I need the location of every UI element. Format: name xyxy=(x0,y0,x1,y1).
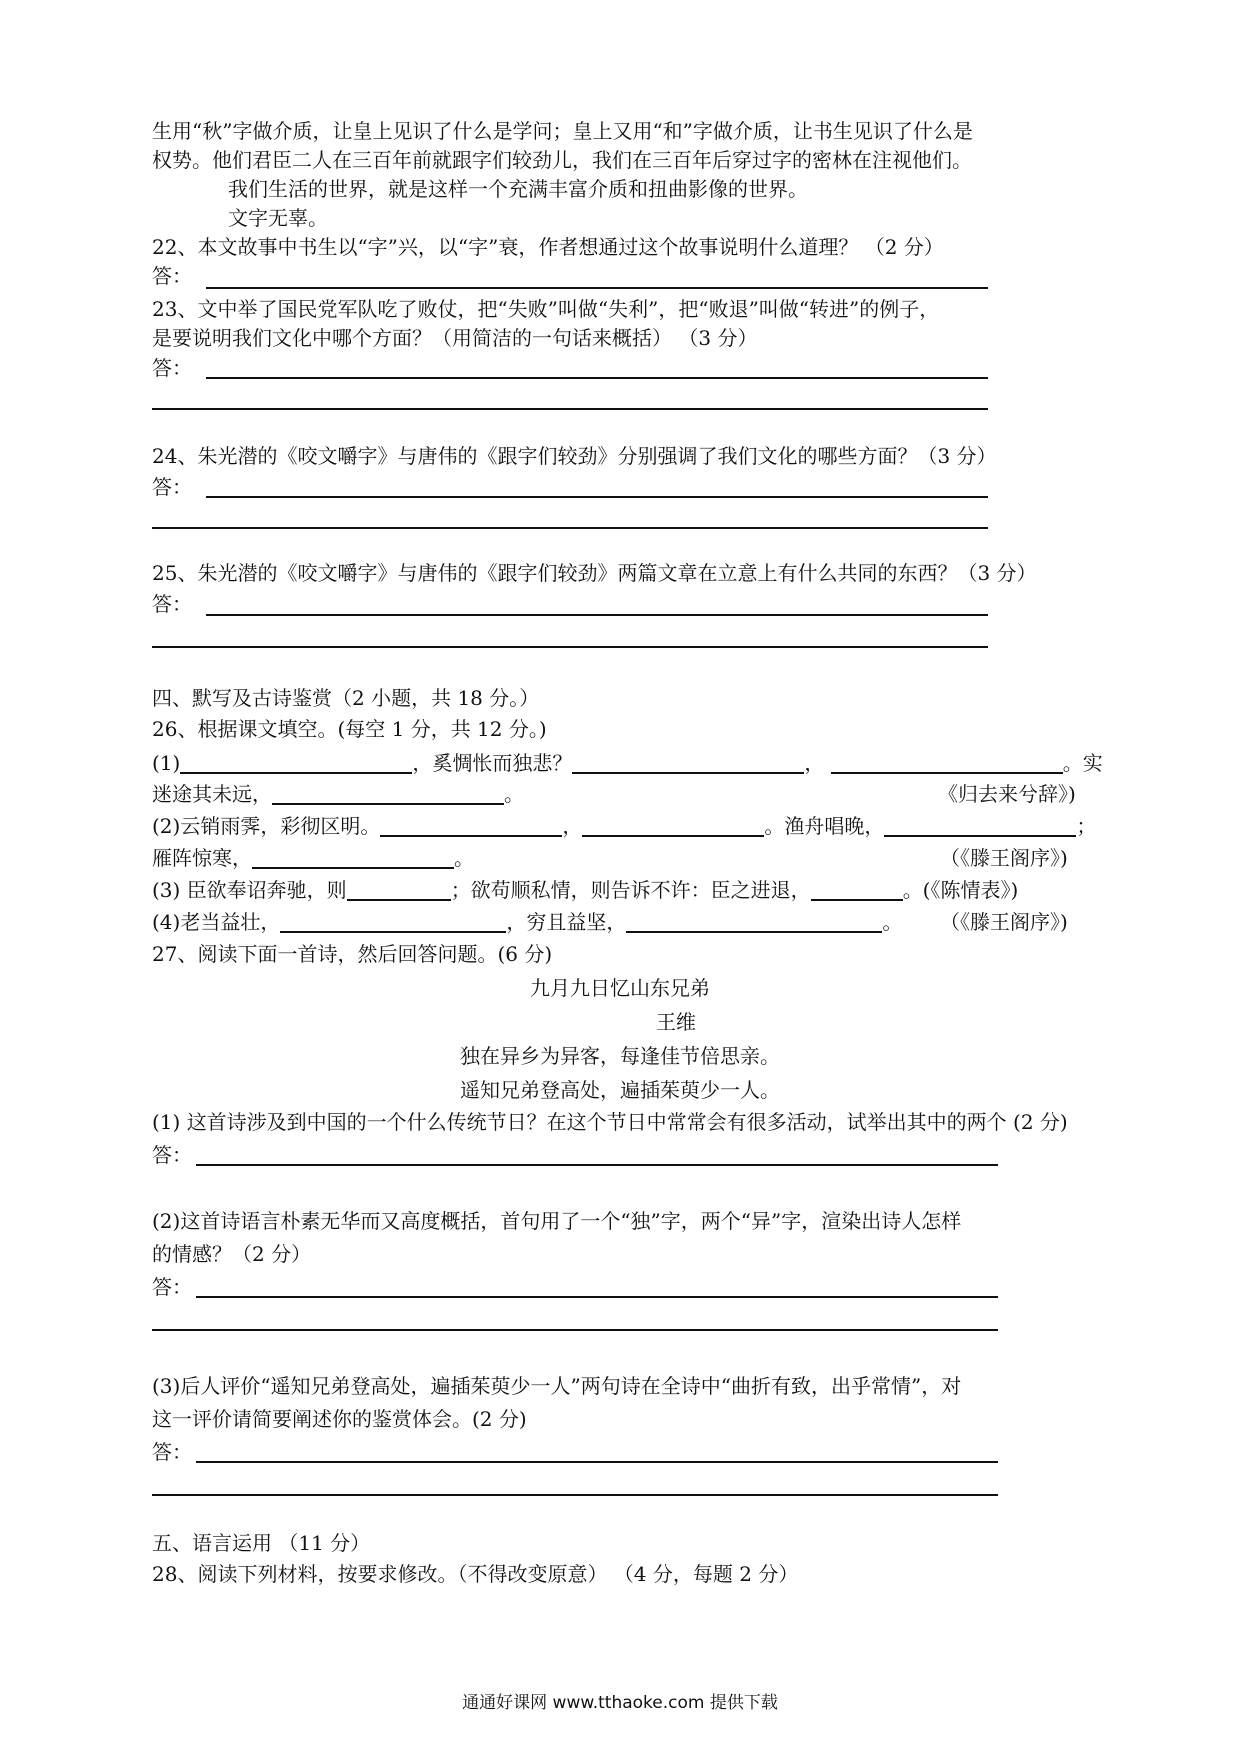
source-citation: （《滕王阁序》) xyxy=(940,846,1068,870)
blank[interactable] xyxy=(884,815,1076,837)
answer-line[interactable] xyxy=(196,1164,998,1166)
answer-label: 答： xyxy=(152,356,192,380)
blank[interactable] xyxy=(280,911,506,933)
footer-source: 通通好课网 www.tthaoke.com 提供下载 xyxy=(462,1693,778,1713)
blank[interactable] xyxy=(180,752,412,774)
answer-line[interactable] xyxy=(206,496,988,498)
answer-line[interactable] xyxy=(206,287,988,289)
answer-line[interactable] xyxy=(152,408,988,410)
question-27-2-line-1: (2)这首诗语言朴素无华而又高度概括，首句用了一个“独”字，两个“异”字，渲染出诗人怎样 xyxy=(152,1209,962,1233)
answer-label: 答： xyxy=(152,1275,192,1299)
poem-line-1: 独在异乡为异客，每逢佳节倍思亲。 xyxy=(460,1044,780,1068)
answer-label: 答： xyxy=(152,264,192,288)
answer-line[interactable] xyxy=(152,1494,998,1496)
poem-line-2: 遥知兄弟登高处，遍插茱萸少一人。 xyxy=(460,1078,780,1102)
answer-line[interactable] xyxy=(196,1296,998,1298)
question-27-2-line-2: 的情感？（2 分） xyxy=(152,1242,312,1266)
question-27-1: (1) 这首诗涉及到中国的一个什么传统节日？在这个节日中常常会有很多活动，试举出其中的两个 (2 分) xyxy=(152,1110,1068,1134)
poem-author: 王维 xyxy=(656,1010,696,1034)
question-23-line-1: 23、文中举了国民党军队吃了败仗，把“失败”叫做“失利”，把“败退”叫做“转进”的例子， xyxy=(152,297,940,321)
fill-item-3: (3) 臣欲奉诏奔驰，则 ；欲苟顺私情，则告诉不许：臣之进退， 。(《陈情表》) xyxy=(152,878,1019,902)
blank[interactable] xyxy=(582,815,764,837)
fill-item-1: (1) ，奚惆怅而独悲？ ， 。实 xyxy=(152,751,1103,775)
question-23-line-2: 是要说明我们文化中哪个方面？（用简洁的一句话来概括） （3 分） xyxy=(152,326,758,350)
question-27: 27、阅读下面一首诗，然后回答问题。(6 分) xyxy=(152,942,553,966)
answer-label: 答： xyxy=(152,475,192,499)
passage-line-3: 我们生活的世界，就是这样一个充满丰富介质和扭曲影像的世界。 xyxy=(228,177,808,201)
question-27-3-line-2: 这一评价请简要阐述你的鉴赏体会。(2 分) xyxy=(152,1407,527,1431)
blank[interactable] xyxy=(252,847,454,869)
answer-line[interactable] xyxy=(206,614,988,616)
answer-label: 答： xyxy=(152,1440,192,1464)
blank[interactable] xyxy=(626,911,882,933)
section-4-heading: 四、默写及古诗鉴赏（2 小题，共 18 分。） xyxy=(152,686,540,710)
passage-line-2: 权势。他们君臣二人在三百年前就跟字们较劲儿，我们在三百年后穿过字的密林在注视他们。 xyxy=(152,148,972,172)
fill-item-4: (4)老当益壮， ，穷且益坚， 。 xyxy=(152,910,903,934)
answer-label: 答： xyxy=(152,592,192,616)
source-citation: （《滕王阁序》) xyxy=(940,910,1068,934)
question-28: 28、阅读下列材料，按要求修改。（不得改变原意） （4 分，每题 2 分） xyxy=(152,1562,799,1586)
answer-line[interactable] xyxy=(152,527,988,529)
question-22: 22、本文故事中书生以“字”兴，以“字”衰，作者想通过这个故事说明什么道理？ （2 分） xyxy=(152,235,944,259)
answer-label: 答： xyxy=(152,1143,192,1167)
fill-item-2: (2)云销雨霁，彩彻区明。 ， 。渔舟唱晚， ； xyxy=(152,814,1097,838)
question-24: 24、朱光潜的《咬文嚼字》与唐伟的《跟字们较劲》分别强调了我们文化的哪些方面？（3 分） xyxy=(152,444,997,468)
answer-line[interactable] xyxy=(152,646,988,648)
answer-line[interactable] xyxy=(196,1461,998,1463)
answer-line[interactable] xyxy=(206,377,988,379)
blank[interactable] xyxy=(347,879,451,901)
section-5-heading: 五、语言运用 （11 分） xyxy=(152,1531,371,1555)
blank[interactable] xyxy=(272,783,504,805)
blank[interactable] xyxy=(572,752,804,774)
passage-line-1: 生用“秋”字做介质，让皇上见识了什么是学问；皇上又用“和”字做介质，让书生见识了什么是 xyxy=(152,119,973,143)
passage-line-4: 文字无辜。 xyxy=(228,206,328,230)
fill-item-1-cont: 迷途其未远， 。 xyxy=(152,782,524,806)
blank[interactable] xyxy=(831,752,1063,774)
question-25: 25、朱光潜的《咬文嚼字》与唐伟的《跟字们较劲》两篇文章在立意上有什么共同的东西？（3 分） xyxy=(152,561,1037,585)
source-citation: 《归去来兮辞》) xyxy=(938,782,1076,806)
blank[interactable] xyxy=(380,815,562,837)
question-26: 26、根据课文填空。(每空 1 分，共 12 分。) xyxy=(152,717,547,741)
blank[interactable] xyxy=(811,879,903,901)
question-27-3-line-1: (3)后人评价“遥知兄弟登高处，遍插茱萸少一人”两句诗在全诗中“曲折有致，出乎常情”，对 xyxy=(152,1374,962,1398)
fill-item-2-cont: 雁阵惊寒， 。 xyxy=(152,846,474,870)
answer-line[interactable] xyxy=(152,1329,998,1331)
poem-title: 九月九日忆山东兄弟 xyxy=(530,976,710,1000)
